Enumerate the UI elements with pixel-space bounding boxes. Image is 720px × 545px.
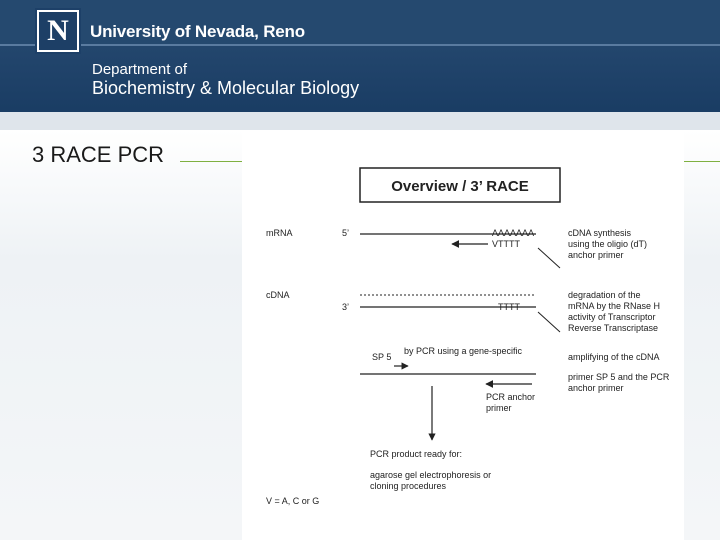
- university-logo[interactable]: [35, 8, 81, 54]
- race-diagram-figure: [242, 130, 684, 540]
- step2-line1: degradation of the: [568, 290, 641, 300]
- pcr-anchor-line2: primer: [486, 403, 512, 413]
- step3-line3: anchor primer: [568, 383, 624, 393]
- step1-line1: cDNA synthesis: [568, 228, 632, 238]
- department-line-2: Biochemistry & Molecular Biology: [92, 78, 360, 98]
- step3-line2: primer SP 5 and the PCR: [568, 372, 670, 382]
- five-prime-label: 5’: [342, 228, 350, 238]
- product-line3: cloning procedures: [370, 481, 447, 491]
- step3-line1: amplifying of the cDNA: [568, 352, 660, 362]
- step1-line2: using the oligio (dT): [568, 239, 648, 249]
- header-stripe: [0, 44, 720, 46]
- product-line2: agarose gel electrophoresis or: [370, 470, 492, 480]
- university-name[interactable]: University of Nevada, Reno: [90, 22, 305, 41]
- by-pcr-text: by PCR using a gene-specific: [404, 346, 523, 356]
- step2-line3: activity of Transcriptor: [568, 312, 656, 322]
- slide-title: 3 RACE PCR: [32, 142, 165, 167]
- step1-line3: anchor primer: [568, 250, 624, 260]
- logo-letter: N: [39, 12, 77, 50]
- tttt-label: TTTT: [498, 302, 520, 312]
- cdna-label: cDNA: [266, 290, 290, 300]
- figure-heading: Overview / 3’ RACE: [391, 178, 529, 195]
- footnote: V = A, C or G: [266, 496, 320, 506]
- three-prime-label: 3’: [342, 302, 350, 312]
- step2-line4: Reverse Transcriptase: [568, 323, 659, 333]
- step2-pointer: [538, 312, 560, 332]
- step1-pointer: [538, 248, 560, 268]
- polya-tail: AAAAAAA: [492, 228, 535, 238]
- site-header: [0, 0, 720, 130]
- race-diagram: [242, 130, 684, 540]
- header-bottom-band: [0, 112, 720, 130]
- mrna-label: mRNA: [266, 228, 293, 238]
- sp5-label: SP 5: [372, 352, 392, 362]
- department-line-1: Department of: [92, 61, 188, 78]
- product-line1: PCR product ready for:: [370, 449, 463, 459]
- step2-line2: mRNA by the RNase H: [568, 301, 661, 311]
- oligo-dt-label: VTTTT: [492, 239, 520, 249]
- pcr-anchor-line1: PCR anchor: [486, 392, 536, 402]
